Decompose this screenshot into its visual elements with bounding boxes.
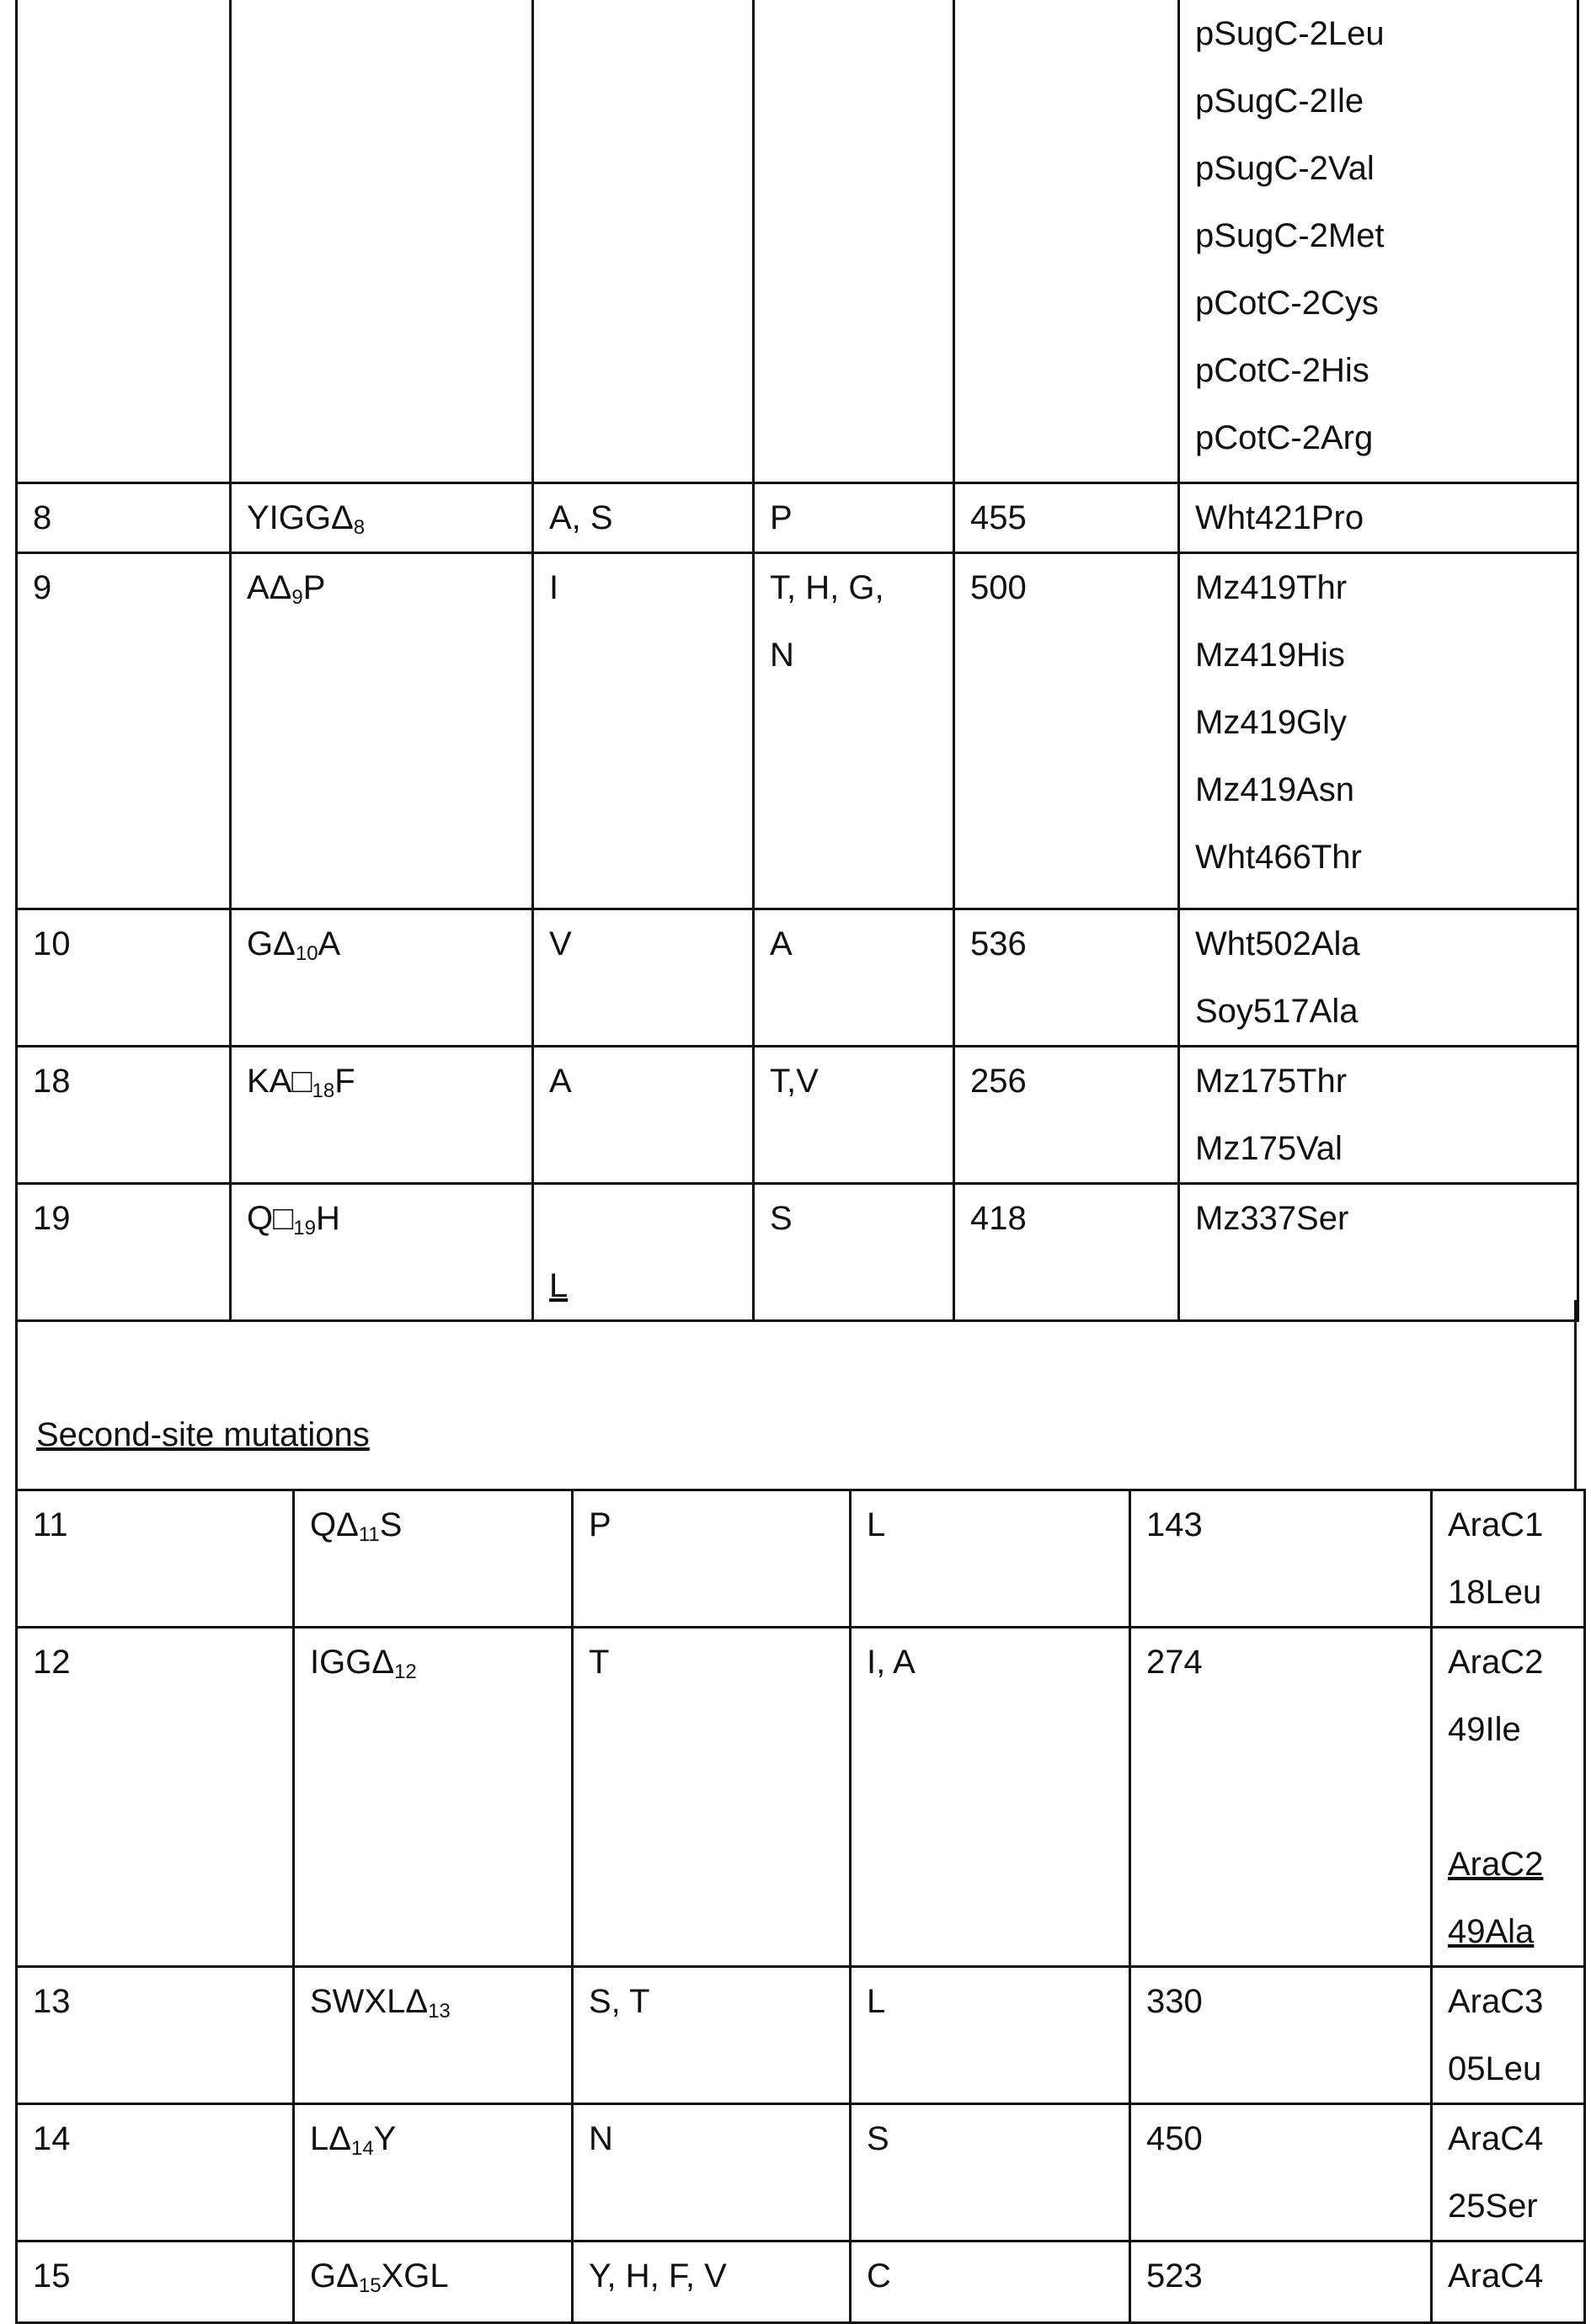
motif-sub: 12 bbox=[394, 1660, 417, 1683]
position: 450 bbox=[1146, 2105, 1430, 2172]
table-row bbox=[17, 1490, 1585, 1628]
table-row bbox=[17, 2241, 1585, 2323]
motif bbox=[247, 554, 531, 621]
position: 455 bbox=[970, 484, 1177, 552]
motif-post: H bbox=[316, 1200, 340, 1237]
residue-cell bbox=[533, 1047, 754, 1184]
motif bbox=[247, 1185, 531, 1252]
mutation-cell bbox=[1179, 1047, 1578, 1184]
motif-pre: KA□ bbox=[247, 1063, 312, 1100]
substitution: N bbox=[770, 621, 953, 689]
table-row bbox=[17, 483, 1578, 553]
motif-pre: QΔ bbox=[310, 1506, 359, 1543]
row-number: 13 bbox=[33, 1968, 292, 2035]
row-number: 15 bbox=[33, 2242, 292, 2310]
mutation-name: pSugC-2Ile bbox=[1195, 67, 1577, 135]
motif-post: A bbox=[318, 925, 341, 962]
mutation-name: AraC2 bbox=[1448, 1628, 1583, 1696]
substitution-cell bbox=[754, 483, 954, 553]
motif-cell bbox=[231, 483, 533, 553]
position: 536 bbox=[970, 910, 1177, 978]
substitution-cell bbox=[754, 553, 954, 909]
table-row bbox=[17, 1047, 1578, 1184]
row-number: 18 bbox=[33, 1047, 229, 1115]
substitution-cell bbox=[754, 1047, 954, 1184]
position-cell bbox=[954, 909, 1179, 1047]
position: 500 bbox=[970, 554, 1177, 621]
mutation-name: pSugC-2Val bbox=[1195, 135, 1577, 202]
row-number-cell bbox=[17, 1490, 294, 1628]
mutation-name: 49Ala bbox=[1448, 1898, 1583, 1965]
mutation-name: AraC4 bbox=[1448, 2105, 1583, 2172]
residue: T bbox=[589, 1628, 849, 1696]
mutation-name: Soy517Ala bbox=[1195, 978, 1577, 1045]
table-row bbox=[17, 1967, 1585, 2104]
motif bbox=[310, 1628, 571, 1696]
mutation-name: Mz419Thr bbox=[1195, 554, 1577, 621]
mutation-name: Mz419Asn bbox=[1195, 756, 1577, 824]
residue-cell bbox=[533, 483, 754, 553]
substitution: C bbox=[867, 2242, 1129, 2310]
mutation-cell bbox=[1432, 1628, 1585, 1967]
motif bbox=[247, 1047, 531, 1115]
position-cell bbox=[1130, 1490, 1432, 1628]
row-number-cell bbox=[17, 2241, 294, 2323]
motif-post: F bbox=[334, 1063, 355, 1100]
primary-mutation-table bbox=[15, 0, 1579, 1322]
motif-pre: SWXLΔ bbox=[310, 1983, 428, 2020]
motif-pre: GΔ bbox=[247, 925, 296, 962]
row-number: 12 bbox=[33, 1628, 292, 1696]
position-cell bbox=[1130, 1967, 1432, 2104]
substitution-cell bbox=[754, 909, 954, 1047]
motif-sub: 13 bbox=[428, 2000, 451, 2023]
row-number-cell bbox=[17, 553, 231, 909]
residue: Y, H, F, V bbox=[589, 2242, 849, 2310]
motif-sub: 15 bbox=[359, 2274, 382, 2297]
position-cell bbox=[954, 553, 1179, 909]
residue-cell bbox=[533, 909, 754, 1047]
mutation-name: 05Leu bbox=[1448, 2035, 1583, 2103]
motif bbox=[310, 1491, 571, 1559]
mutation-name: 49Ile bbox=[1448, 1696, 1583, 1763]
row-number: 8 bbox=[33, 484, 229, 552]
motif-sub: 8 bbox=[354, 516, 365, 539]
mutation-name: Mz337Ser bbox=[1195, 1185, 1577, 1252]
mutation-cell bbox=[1432, 2241, 1585, 2323]
motif-pre: IGGΔ bbox=[310, 1644, 394, 1681]
mutation-name: pSugC-2Met bbox=[1195, 202, 1577, 269]
mutation-name: AraC1 bbox=[1448, 1491, 1583, 1559]
table-row bbox=[17, 0, 1578, 483]
residue: P bbox=[589, 1491, 849, 1559]
substitution-cell bbox=[851, 2104, 1130, 2241]
motif-cell bbox=[231, 0, 533, 483]
mutation-name: AraC4 bbox=[1448, 2242, 1583, 2310]
table-row bbox=[17, 553, 1578, 909]
mutation-name: AraC3 bbox=[1448, 1968, 1583, 2035]
position-cell bbox=[954, 483, 1179, 553]
motif-cell bbox=[231, 553, 533, 909]
substitution: T,V bbox=[770, 1047, 953, 1115]
table-row bbox=[17, 909, 1578, 1047]
substitution-cell bbox=[754, 0, 954, 483]
section-heading: Second-site mutations bbox=[36, 1401, 370, 1468]
residue-cell bbox=[573, 1628, 851, 1967]
residue-cell bbox=[573, 2104, 851, 2241]
residue: N bbox=[589, 2105, 849, 2172]
mutation-name: Mz419His bbox=[1195, 621, 1577, 689]
motif-pre: Q□ bbox=[247, 1200, 293, 1237]
substitution: S bbox=[867, 2105, 1129, 2172]
mutation-name: 25Ser bbox=[1448, 2172, 1583, 2240]
residue-cell bbox=[573, 1967, 851, 2104]
mutation-name: Mz419Gly bbox=[1195, 689, 1577, 756]
mutation-name: AraC2 bbox=[1448, 1831, 1583, 1898]
row-number: 10 bbox=[33, 910, 229, 978]
motif bbox=[247, 0, 531, 67]
motif-sub: 14 bbox=[351, 2137, 374, 2160]
motif-post: S bbox=[380, 1506, 403, 1543]
substitution-cell bbox=[851, 2241, 1130, 2323]
motif-sub: 18 bbox=[312, 1079, 335, 1102]
residue-cell bbox=[533, 553, 754, 909]
row-number-cell bbox=[17, 0, 231, 483]
row-number: 14 bbox=[33, 2105, 292, 2172]
substitution: P bbox=[770, 484, 953, 552]
table-row bbox=[17, 2104, 1585, 2241]
substitution-cell bbox=[851, 1967, 1130, 2104]
row-number-cell bbox=[17, 1047, 231, 1184]
position bbox=[970, 0, 1177, 67]
residue: L bbox=[549, 1252, 752, 1319]
row-number-cell bbox=[17, 909, 231, 1047]
residue-cell bbox=[573, 2241, 851, 2323]
residue bbox=[549, 0, 752, 67]
motif-pre: AΔ bbox=[247, 569, 291, 606]
substitution: L bbox=[867, 1968, 1129, 2035]
motif-sub: 10 bbox=[296, 942, 318, 965]
row-number: 19 bbox=[33, 1185, 229, 1252]
motif bbox=[310, 1968, 571, 2035]
position: 143 bbox=[1146, 1491, 1430, 1559]
motif bbox=[247, 484, 531, 552]
position-cell bbox=[1130, 2241, 1432, 2323]
motif-cell bbox=[294, 2104, 573, 2241]
motif-sub: 19 bbox=[293, 1217, 316, 1239]
mutation-cell bbox=[1432, 2104, 1585, 2241]
substitution-cell bbox=[851, 1628, 1130, 1967]
mutation-cell bbox=[1179, 909, 1578, 1047]
residue-cell bbox=[573, 1490, 851, 1628]
substitution: I, A bbox=[867, 1628, 1129, 1696]
mutation-cell bbox=[1432, 1967, 1585, 2104]
row-number-cell bbox=[17, 2104, 294, 2241]
motif bbox=[310, 2242, 571, 2310]
position: 523 bbox=[1146, 2242, 1430, 2310]
position: 274 bbox=[1146, 1628, 1430, 1696]
motif-cell bbox=[294, 2241, 573, 2323]
row-number-cell bbox=[17, 483, 231, 553]
residue: S, T bbox=[589, 1968, 849, 2035]
row-number-cell bbox=[17, 1628, 294, 1967]
position-cell bbox=[1130, 1628, 1432, 1967]
mutation-cell bbox=[1179, 483, 1578, 553]
mutation-name: Wht502Ala bbox=[1195, 910, 1577, 978]
motif-pre: GΔ bbox=[310, 2257, 359, 2295]
residue-cell bbox=[533, 0, 754, 483]
position-cell bbox=[954, 1047, 1179, 1184]
substitution-cell bbox=[851, 1490, 1130, 1628]
residue: V bbox=[549, 910, 752, 978]
motif-sub: 11 bbox=[359, 1523, 380, 1546]
mutation-name: Wht466Thr bbox=[1195, 824, 1577, 891]
substitution: T, H, G, bbox=[770, 554, 953, 621]
residue: I bbox=[549, 554, 752, 621]
mutation-cell bbox=[1179, 553, 1578, 909]
mutation-name: Mz175Val bbox=[1195, 1115, 1577, 1182]
motif-pre: YIGGΔ bbox=[247, 499, 354, 536]
second-site-section bbox=[15, 1300, 1577, 1489]
residue: A, S bbox=[549, 484, 752, 552]
substitution: L bbox=[867, 1491, 1129, 1559]
residue bbox=[549, 1185, 752, 1252]
motif bbox=[310, 2105, 571, 2172]
row-number: 11 bbox=[33, 1491, 292, 1559]
position-cell bbox=[954, 0, 1179, 483]
mutation-cell bbox=[1179, 0, 1578, 483]
mutation-name: Wht421Pro bbox=[1195, 484, 1577, 552]
position: 418 bbox=[970, 1185, 1177, 1252]
table-row bbox=[17, 1628, 1585, 1967]
row-number: 9 bbox=[33, 554, 229, 621]
position: 256 bbox=[970, 1047, 1177, 1115]
position-cell bbox=[1130, 2104, 1432, 2241]
mutation-name: pCotC-2His bbox=[1195, 337, 1577, 404]
row-number bbox=[33, 0, 229, 67]
mutation-name: 18Leu bbox=[1448, 1559, 1583, 1626]
motif-cell bbox=[294, 1490, 573, 1628]
mutation-name: pCotC-2Cys bbox=[1195, 269, 1577, 337]
motif-sub: 9 bbox=[291, 586, 302, 609]
substitution: S bbox=[770, 1185, 953, 1252]
mutation-name: pSugC-2Leu bbox=[1195, 0, 1577, 67]
substitution: A bbox=[770, 910, 953, 978]
motif-cell bbox=[294, 1628, 573, 1967]
position: 330 bbox=[1146, 1968, 1430, 2035]
mutation-name: Mz175Thr bbox=[1195, 1047, 1577, 1115]
mutation-name bbox=[1448, 1763, 1583, 1831]
residue: A bbox=[549, 1047, 752, 1115]
motif-pre: LΔ bbox=[310, 2120, 351, 2157]
motif-cell bbox=[294, 1967, 573, 2104]
motif-post: XGL bbox=[382, 2257, 449, 2295]
row-number-cell bbox=[17, 1967, 294, 2104]
mutation-cell bbox=[1432, 1490, 1585, 1628]
mutation-name: pCotC-2Arg bbox=[1195, 404, 1577, 472]
motif-post: P bbox=[303, 569, 326, 606]
substitution bbox=[770, 0, 953, 67]
motif bbox=[247, 910, 531, 978]
motif-post: Y bbox=[374, 2120, 397, 2157]
motif-cell bbox=[231, 1047, 533, 1184]
motif-cell bbox=[231, 909, 533, 1047]
second-site-mutation-table bbox=[15, 1489, 1586, 2324]
